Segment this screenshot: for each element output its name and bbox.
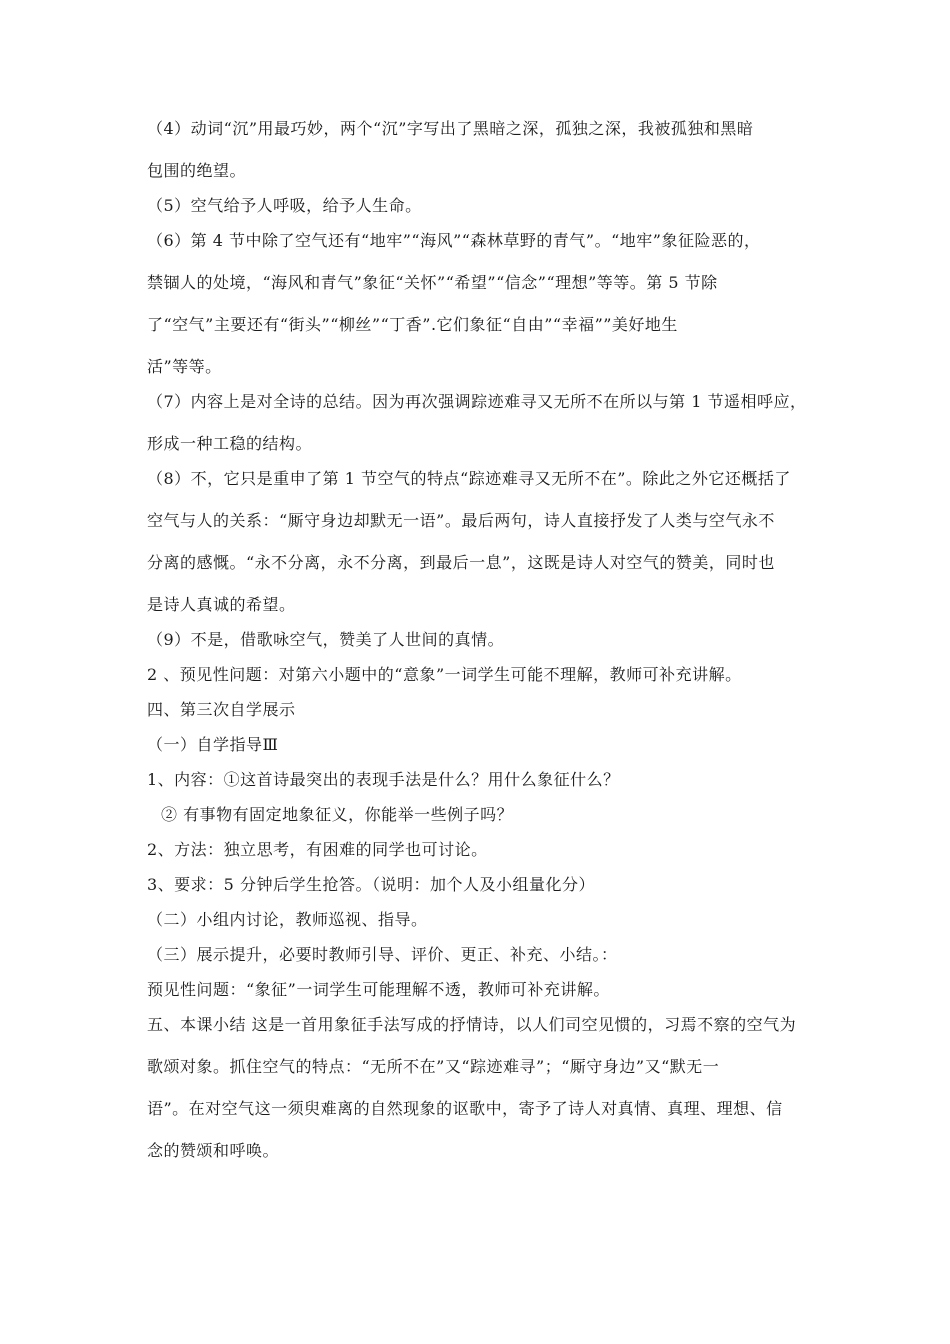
text-line: （6）第 4 节中除了空气还有“地牢”“海风”“森林草野的青气”。“地牢”象征险恶的， (147, 231, 761, 250)
text-line: （7）内容上是对全诗的总结。因为再次强调踪迹难寻又无所不在所以与第 1 节遥相呼应， (147, 392, 807, 411)
document-body (147, 118, 812, 1162)
section-heading: 四、第三次自学展示 (147, 700, 296, 719)
text-line: （8）不，它只是重申了第 1 节空气的特点“踪迹难寻又无所不在”。除此之外它还概括了 (147, 469, 791, 488)
text-line: （9）不是，借歌咏空气，赞美了人世间的真情。 (147, 630, 505, 649)
text-line: 2 、预见性问题：对第六小题中的“意象”一词学生可能不理解，教师可补充讲解。 (147, 665, 742, 684)
text-line: 歌颂对象。抓住空气的特点：“无所不在”又“踪迹难寻”；“厮守身边”又“默无一 (147, 1057, 720, 1076)
text-line: ② 有事物有固定地象征义，你能举一些例子吗？ (161, 805, 514, 824)
text-line: 空气与人的关系：“厮守身边却默无一语”。最后两句，诗人直接抒发了人类与空气永不 (147, 511, 775, 530)
subsection-heading: （二）小组内讨论，教师巡视、指导。 (147, 910, 428, 929)
text-line: 语”。在对空气这一须臾难离的自然现象的讴歌中，寄予了诗人对真情、真理、理想、信 (147, 1099, 783, 1118)
subsection-heading: （三）展示提升，必要时教师引导、评价、更正、补充、小结。： (147, 945, 618, 964)
text-line: （4）动词“沉”用最巧妙，两个“沉”字写出了黑暗之深，孤独之深，我被孤独和黑暗 (147, 119, 754, 138)
subsection-heading: （一）自学指导Ⅲ (147, 735, 279, 754)
text-line: 是诗人真诚的希望。 (147, 595, 296, 614)
text-line: 包围的绝望。 (147, 161, 247, 180)
text-line: 活”等等。 (147, 357, 222, 376)
text-line: 分离的感慨。“永不分离，永不分离，到最后一息”，这既是诗人对空气的赞美，同时也 (147, 553, 775, 572)
text-line: 1、内容：①这首诗最突出的表现手法是什么？用什么象征什么？ (147, 770, 620, 789)
text-line: 2、方法：独立思考，有困难的同学也可讨论。 (147, 840, 488, 859)
section-heading: 五、本课小结 这是一首用象征手法写成的抒情诗，以人们司空见惯的，习焉不察的空气为 (147, 1015, 797, 1034)
text-line: 禁锢人的处境，“海风和青气”象征“关怀”“希望”“信念”“理想”等等。第 5 节除 (147, 273, 718, 292)
text-line: 了“空气”主要还有“街头”“柳丝”“丁香”.它们象征“自由”“幸福””美好地生 (147, 315, 678, 334)
text-line: 念的赞颂和呼唤。 (147, 1141, 280, 1160)
text-line: 3、要求：5 分钟后学生抢答。（说明：加个人及小组量化分） (147, 875, 595, 894)
text-line: 预见性问题：“象征”一词学生可能理解不透，教师可补充讲解。 (147, 980, 610, 999)
text-line: （5）空气给予人呼吸，给予人生命。 (147, 196, 422, 215)
text-line: 形成一种工稳的结构。 (147, 434, 313, 453)
